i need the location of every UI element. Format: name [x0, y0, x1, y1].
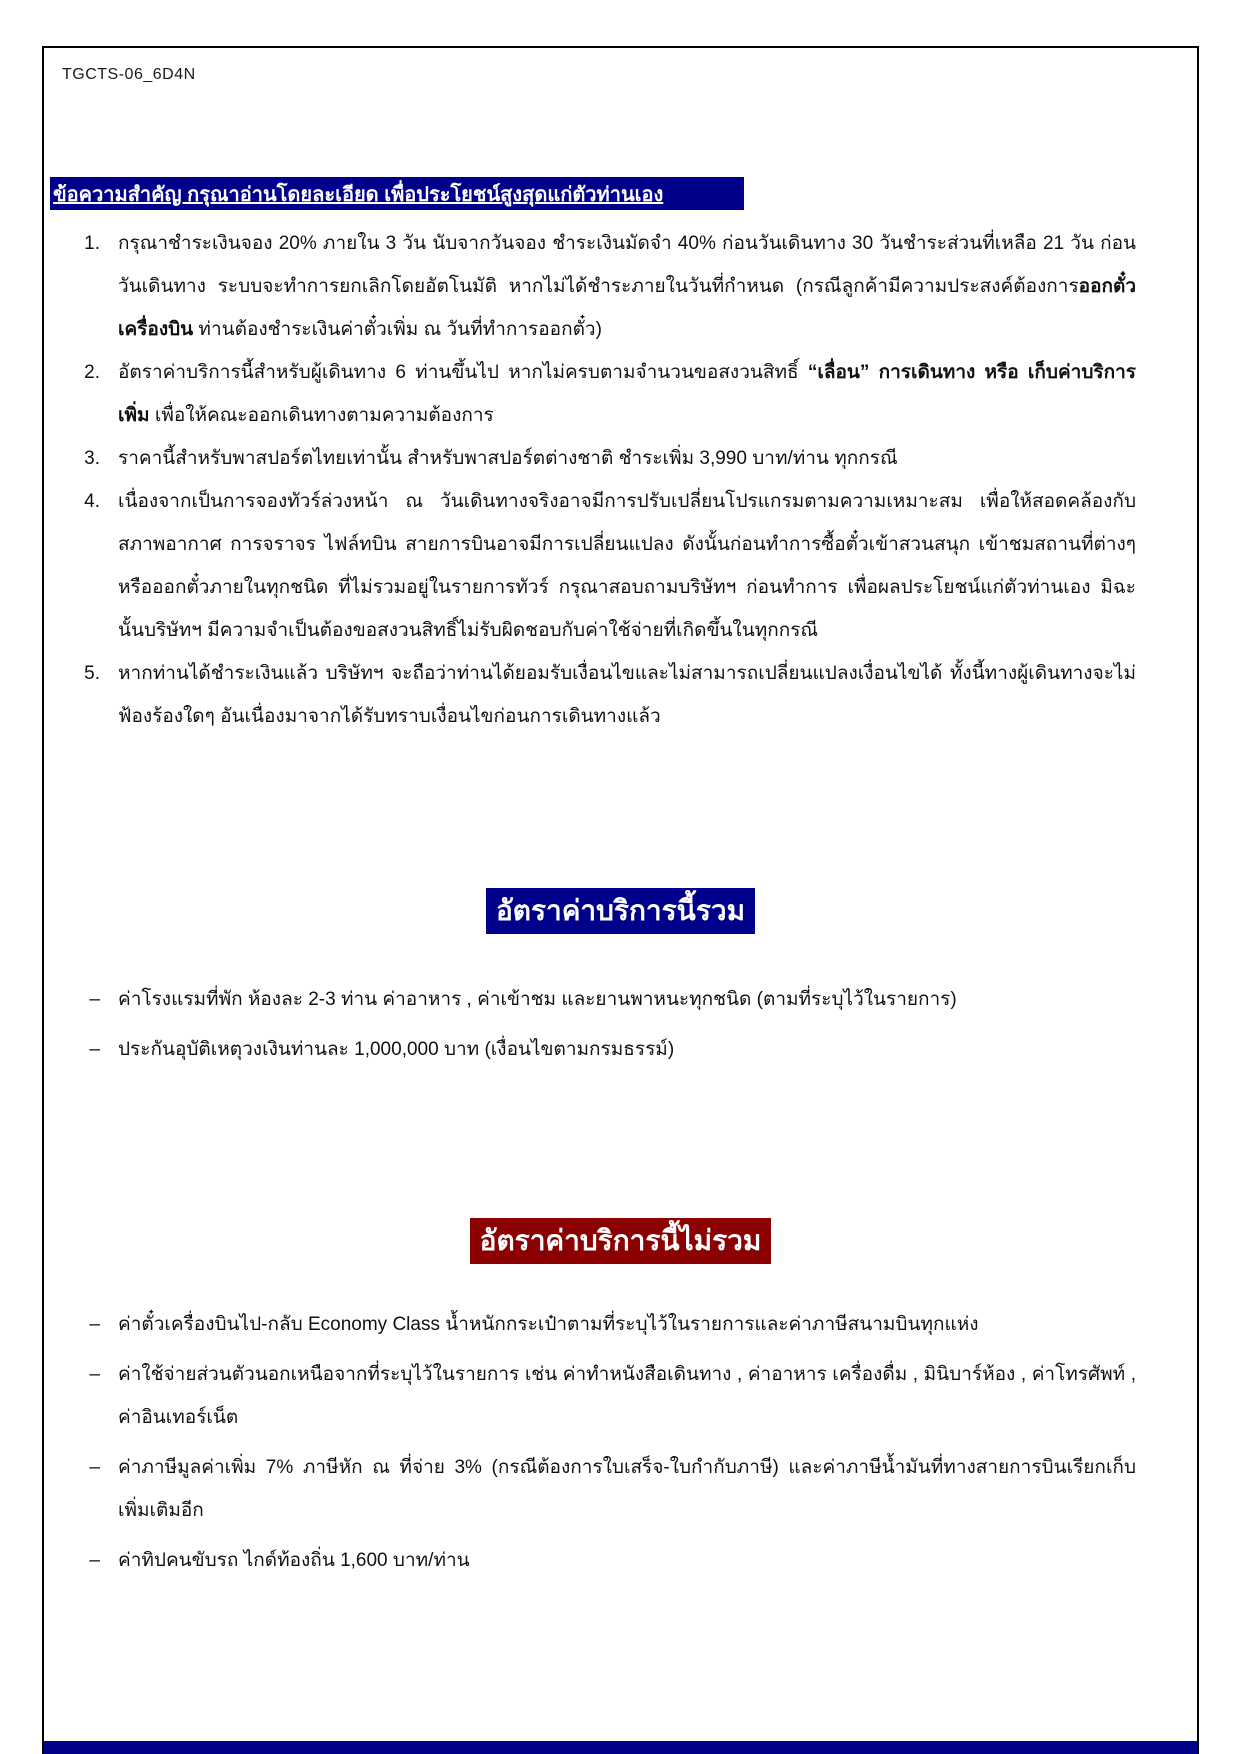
- list-item: [62, 1353, 1136, 1439]
- notice-list: [62, 222, 1136, 738]
- item-text: ค่าทิปคนขับรถ ไกด์ท้องถิ่น 1,600 บาท/ท่าน: [118, 1550, 470, 1571]
- doc-code: TGCTS-06_6D4N: [62, 66, 196, 83]
- item-text: ประกันอุบัติเหตุวงเงินท่านละ 1,000,000 บาท (เงื่อนไขตามกรมธรรม์): [118, 1039, 675, 1060]
- item-text: ค่าโรงแรมที่พัก ห้องละ 2-3 ท่าน ค่าอาหาร , ค่าเข้าชม และยานพาหนะทุกชนิด (ตามที่ระบุไว้ในรายการ): [118, 989, 957, 1010]
- list-item: [62, 437, 1136, 480]
- dash-bullet: –: [89, 1550, 100, 1571]
- dash-bullet: –: [89, 1039, 100, 1060]
- list-item: [62, 978, 1136, 1021]
- dash-bullet: –: [89, 1457, 100, 1478]
- list-item: [62, 480, 1136, 652]
- item-text: เนื่องจากเป็นการจองทัวร์ล่วงหน้า ณ วันเดินทางจริงอาจมีการปรับเปลี่ยนโปรแกรมตามความเหมาะสม เพื่อให้สอดคล้องกับสภาพอากาศ การจราจร ไฟล์ทบิน สายการบินอาจมีการเปลี่ยนแปลง ดังนั้นก่อนทำการ​ซื้อตั๋วเข้าสวนสนุก เข้าชมสถานที่ต่างๆ หรือออกตั๋วภายในทุกชนิด ที่ไม่รวมอยู่ในรายการทัวร์ กรุณา​สอบถามบริษัทฯ ก่อนทำการ เพื่อผลประโยชน์แก่ตัวท่านเอง มิฉะนั้นบริษัทฯ มีความจำเป็นต้องขอสงวนสิทธิ์​ไม่รับผิดชอบกับค่าใช้จ่ายที่เกิดขึ้นในทุกกรณี: [118, 491, 1136, 641]
- list-item: [62, 1028, 1136, 1071]
- included-list: [62, 978, 1136, 1078]
- item-number: 1.: [84, 233, 100, 254]
- included-heading: อัตราค่าบริการนี้รวม: [486, 888, 755, 934]
- list-item: [62, 222, 1136, 351]
- item-text: ค่าภาษีมูลค่าเพิ่ม 7% ภาษีหัก ณ ที่จ่าย 3% (กรณีต้องการใบเสร็จ-ใบกำกับภาษี) และค่าภาษีน้ำมันที่ทางสายการบิน​เรียกเก็บเพิ่มเติมอีก: [118, 1457, 1136, 1521]
- item-text: อัตราค่าบริการนี้สำหรับผู้เดินทาง 6 ท่านขึ้นไป หากไม่ครบตามจำนวนขอสงวนสิทธิ์ “เลื่อน” การเดินทาง หรือ เก็บค่าบริการเพิ่ม เพื่อให้คณะออกเดินทางตามความต้องการ: [118, 362, 1136, 426]
- item-text: ค่าใช้จ่ายส่วนตัวนอกเหนือจากที่ระบุไว้ในรายการ เช่น ค่าทำหนังสือเดินทาง , ค่าอาหาร เครื่องดื่ม , มินิบาร์ห้อง , ค่า​โทรศัพท์ , ค่าอินเทอร์เน็ต: [118, 1364, 1136, 1428]
- bottom-section-bar: [44, 1741, 1197, 1754]
- list-item: [62, 1539, 1136, 1582]
- included-heading-wrap: [42, 888, 1199, 934]
- excluded-heading: อัตราค่าบริการนี้ไม่รวม: [470, 1218, 772, 1264]
- excluded-heading-wrap: [42, 1218, 1199, 1264]
- important-notice-title: ข้อความสำคัญ กรุณาอ่านโดยละเอียด เพื่อประโยชน์สูงสุดแก่ตัวท่านเอง: [53, 183, 664, 206]
- item-text: ราคานี้สำหรับพาสปอร์ตไทยเท่านั้น สำหรับพาสปอร์ตต่างชาติ ชำระเพิ่ม 3,990 บาท/ท่าน ทุกกรณี: [118, 448, 898, 469]
- list-item: [62, 1303, 1136, 1346]
- item-number: 3.: [84, 448, 100, 469]
- item-text: กรุณาชำระเงินจอง 20% ภายใน 3 วัน นับจากวันจอง ชำระเงินมัดจำ 40% ก่อนวันเดินทาง 30 วันชำระ​ส่วนที่เหลือ 21 วัน ก่อนวันเดินทาง ระบบจะทำการยกเลิกโดยอัตโนมัติ หากไม่ได้ชำระภายในวันที่กำหนด (กรณีลูกค้ามีความประสงค์ต้องการออกตั๋วเครื่องบิน ท่านต้องชำระเงินค่าตั๋วเพิ่ม ณ วันที่ทำการออกตั๋ว): [118, 233, 1136, 340]
- excluded-list: [62, 1303, 1136, 1589]
- list-item: [62, 351, 1136, 437]
- important-notice-header: [50, 177, 744, 210]
- dash-bullet: –: [89, 989, 100, 1010]
- item-number: 5.: [84, 663, 100, 684]
- dash-bullet: –: [89, 1314, 100, 1335]
- item-text: ค่าตั๋วเครื่องบินไป-กลับ Economy Class น้ำหนักกระเป๋าตามที่ระบุไว้ในรายการและค่าภาษีสนามบินทุกแห่ง: [118, 1314, 979, 1335]
- list-item: [62, 1446, 1136, 1532]
- item-text: หากท่านได้ชำระเงินแล้ว บริษัทฯ จะถือว่าท่านได้ยอมรับเงื่อนไขและไม่สามารถเปลี่ยนแปลงเงื่อนไขได้ ทั้งนี้​ทางผู้เดินทางจะไม่ฟ้องร้องใดๆ อันเนื่องมาจากได้รับทราบเงื่อนไขก่อนการเดินทางแล้ว: [118, 663, 1136, 727]
- item-number: 2.: [84, 362, 100, 383]
- item-number: 4.: [84, 491, 100, 512]
- dash-bullet: –: [89, 1364, 100, 1385]
- list-item: [62, 652, 1136, 738]
